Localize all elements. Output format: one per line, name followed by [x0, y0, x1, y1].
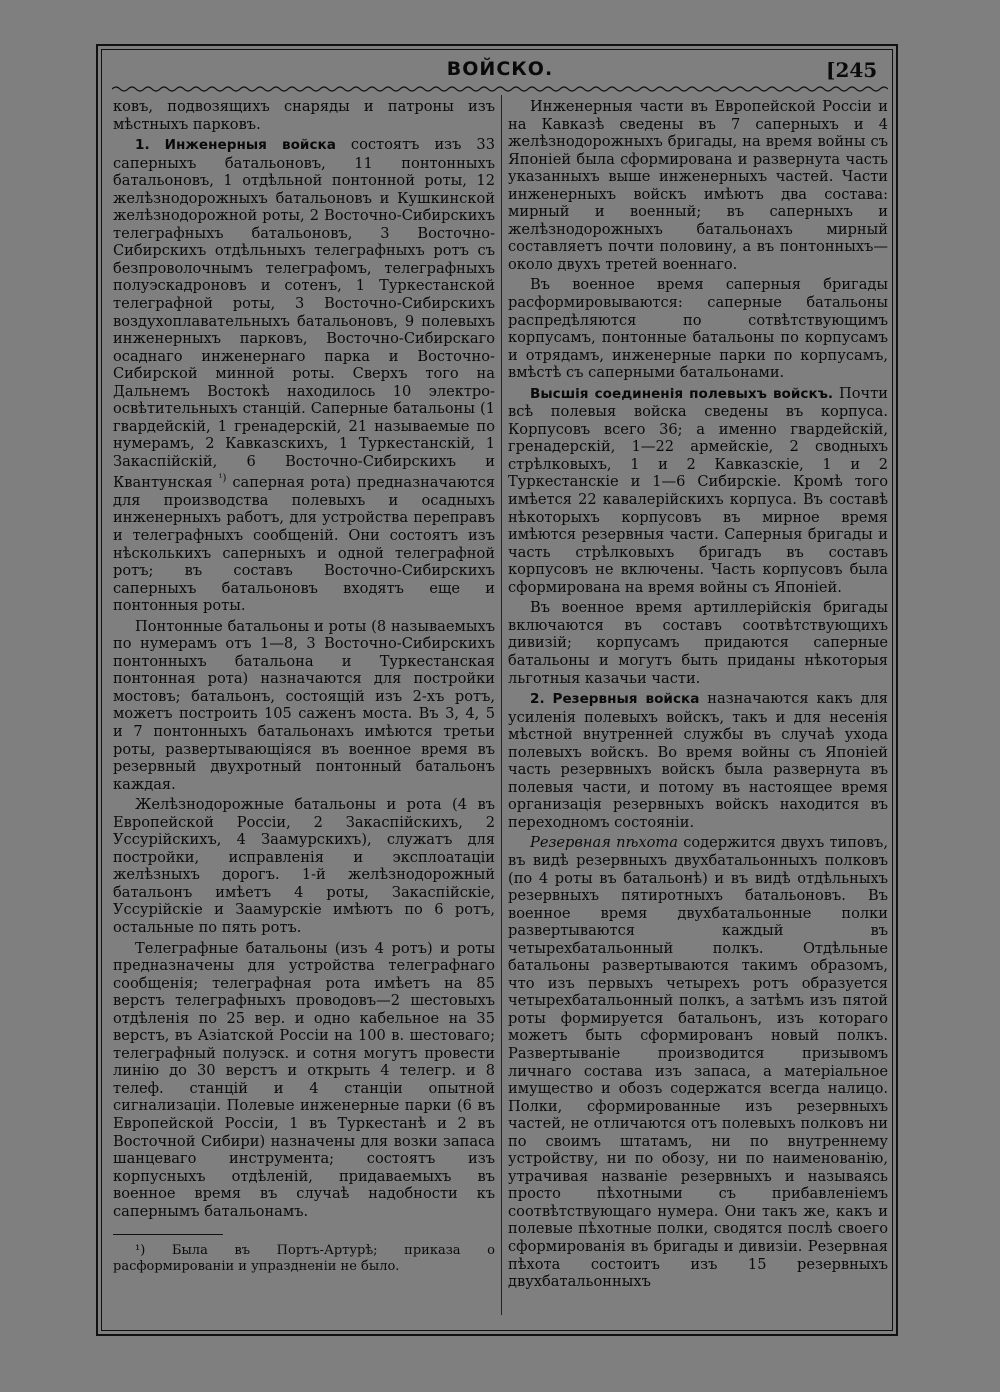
left-paragraph-2 [113, 136, 495, 615]
left-column [113, 98, 495, 1323]
right-paragraph-3 [508, 385, 888, 597]
italic-term-reserve-infantry: Резервная пѣхота [530, 834, 678, 852]
right-paragraph-2: Въ военное время саперныя бригады расформировываются: саперные батальоны распредѣляются по сотвѣтствующимъ корпусамъ, понтонные батальоны по корпусамъ и отрядамъ, инженерные парки по корпусамъ, вмѣстѣ съ саперными батальонами. [508, 276, 888, 382]
header-ornament-line [112, 84, 888, 94]
right-paragraph-3-text: Почти всѣ полевыя войска сведены въ корпуса. Корпусовъ всего 36; а именно гвардейскій, гренадерскій, 1—22 армейскіе, 2 сводныхъ стрѣлковыхъ, 1 и 2 Кавказскіе, 1 и 2 Туркестанскіе и 1—6 Сибирскіе. Кромѣ того имѣется 22 кавалерійскихъ корпуса. Въ составѣ нѣкоторыхъ корпусовъ въ мирное время имѣются резервныя части. Саперныя бригады и часть стрѣлковыхъ бригадъ въ составъ корпусовъ не включены. Часть корпусовъ была сформирована на время войны съ Японіей. [508, 384, 888, 596]
right-paragraph-1: Инженерныя части въ Европейской Россіи и на Кавказѣ сведены въ 7 саперныхъ и 4 желѣзнодорожныхъ бригады, на время войны съ Японіей была сформирована и развернута часть указанныхъ выше инженерныхъ частей. Части инженерныхъ войскъ имѣютъ два состава: мирный и военный; въ саперныхъ и желѣзнодорожныхъ батальонахъ мирный составляетъ почти половину, а въ понтонныхъ—около двухъ третей военнаго. [508, 98, 888, 273]
right-paragraph-5 [508, 690, 888, 831]
column-divider [501, 95, 502, 1315]
section-heading-higher-formations: Высшія соединенія полевыхъ войскъ. [530, 385, 834, 402]
section-number-2: 2. [530, 691, 545, 708]
right-paragraph-6-text: содержится двухъ типовъ, въ видѣ резервныхъ двухбатальонныхъ полковъ (по 4 роты въ батальонѣ) и въ видѣ отдѣльныхъ резервныхъ пятиротныхъ батальоновъ. Въ военное время двухбатальонные полки развертываются каждый въ четырехбатальонный полкъ. Отдѣльные батальоны развертываются такимъ образомъ, что изъ первыхъ четырехъ ротъ образуется четырехбатальонный полкъ, а затѣмъ изъ пятой роты формируется батальонъ, изъ котораго можетъ быть сформированъ новый полкъ. Развертываніе производится призывомъ личнаго состава изъ запаса, а матеріальное имущество и обозъ содержатся всегда налицо. Полки, сформированные изъ резервныхъ частей, не отличаются отъ полевыхъ полковъ ни по своимъ штатамъ, ни по внутреннему устройству, ни по обозу, ни по наименованію, утрачивая названіе резервныхъ и называясь просто пѣхотными съ прибавленіемъ соотвѣтствующаго нумера. Они такъ же, какъ и полевые пѣхотные полки, сводятся послѣ своего сформированія въ бригады и дивизіи. Резервная пѣхота состоитъ изъ 15 резервныхъ двухбатальонныхъ [508, 834, 888, 1291]
page-title: ВОЙСКО. [446, 58, 554, 80]
left-paragraph-5: Телеграфные батальоны (изъ 4 ротъ) и роты предназначены для устройства телеграфнаго сообщенія; телеграфная рота имѣетъ на 85 верстъ телеграфныхъ проводовъ—2 шестовыхъ отдѣленія по 25 вер. и одно кабельное на 35 верстъ, въ Азіатской Россіи на 100 в. шестоваго; телеграфный полуэск. и сотня могутъ провести линію до 30 верстъ и открыть 4 телегр. и 8 телеф. станцій и 4 станціи опытной сигнализаціи. Полевые инженерные парки (6 въ Европейской Россіи, 1 въ Туркестанѣ и 2 въ Восточной Сибири) назначены для возки запаса шанцеваго инструмента; состоятъ изъ корпусныхъ отдѣленій, придаваемыхъ въ военное время въ случаѣ надобности къ сапернымъ батальонамъ. [113, 939, 495, 1220]
footnote-marker: ¹) [218, 473, 227, 485]
page-number: [245 [826, 58, 878, 82]
section-heading-engineer-troops: Инженерныя войска [164, 137, 336, 154]
footnote-rule [113, 1234, 223, 1235]
right-column [508, 98, 888, 1323]
left-paragraph-2-text: состоятъ изъ 33 саперныхъ батальоновъ, 11 понтонныхъ батальоновъ, 1 отдѣльной понтонной роты, 12 желѣзнодорожныхъ батальоновъ и Кушкинской желѣзнодорожной роты, 2 Восточно-Сибирскихъ телеграфныхъ батальоновъ, 3 Восточно-Сибирскихъ отдѣльныхъ телеграфныхъ ротъ съ безпроволочнымъ телеграфомъ, телеграфныхъ полуэскадроновъ и сотенъ, 1 Туркестанской телеграфной роты, 3 Восточно-Сибирскихъ воздухоплавательныхъ батальоновъ, 9 полевыхъ инженерныхъ парковъ, Восточно-Сибирскаго осаднаго инженернаго парка и Восточно-Сибирской минной роты. Сверхъ того на Дальнемъ Востокѣ находилось 10 электро-освѣтительныхъ станцій. Саперные батальоны (1 гвардейскій, 1 гренадерскій, 21 называемые по нумерамъ, 2 Кавказскихъ, 1 Туркестанскій, 1 Закаспійскій, 6 Восточно-Сибирскихъ и Квантунская [113, 136, 495, 492]
left-paragraph-4: Желѣзнодорожные батальоны и рота (4 въ Европейской Россіи, 2 Закаспійскихъ, 2 Уссурійскихъ, 4 Заамурскихъ), служатъ для постройки, исправленія и эксплоатаціи желѣзныхъ дорогъ. 1-й желѣзнодорожный батальонъ имѣетъ 4 роты, Закаспійскіе, Уссурійскіе и Заамурскіе имѣютъ по 6 ротъ, остальные по пять ротъ. [113, 796, 495, 937]
right-paragraph-4: Въ военное время артиллерійскія бригады включаются въ составъ соотвѣтствующихъ дивизій; корпусамъ придаются саперные батальоны и могутъ быть приданы нѣкоторыя льготныя казачьи части. [508, 599, 888, 687]
section-number: 1. [135, 137, 150, 154]
section-heading-reserve-troops: Резервныя войска [552, 691, 700, 708]
left-paragraph-3: Понтонные батальоны и роты (8 называемыхъ по нумерамъ отъ 1—8, 3 Восточно-Сибирскихъ понтонныхъ батальона и Туркестанская понтонная рота) назначаются для постройки мостовъ; батальонъ, состоящій изъ 2-хъ ротъ, можетъ построить 105 саженъ моста. Въ 3, 4, 5 и 7 понтонныхъ батальонахъ имѣются третьи роты, развертывающіяся въ военное время въ резервный двухротный понтонный батальонъ каждая. [113, 617, 495, 793]
left-paragraph-1: ковъ, подвозящихъ снаряды и патроны изъ мѣстныхъ парковъ. [113, 98, 495, 133]
left-paragraph-2-text-cont: саперная рота) предназначаются для производства полевыхъ и осадныхъ инженерныхъ работъ, для устройства переправъ и телеграфныхъ сообщеній. Они состоятъ изъ нѣсколькихъ саперныхъ и одной телеграфной ротъ; въ составъ Восточно-Сибирскихъ саперныхъ батальоновъ входятъ еще и понтонныя роты. [113, 474, 495, 615]
right-paragraph-5-text: назначаются какъ для усиленія полевыхъ войскъ, такъ и для несенія мѣстной внутренней службы въ случаѣ ухода полевыхъ войскъ. Во время войны съ Японіей часть резервныхъ войскъ была развернута въ полевыя части, и потому въ настоящее время организація резервныхъ войскъ находится въ переходномъ состояніи. [508, 690, 888, 831]
footnote: ¹) Была въ Портъ-Артурѣ; приказа о расформированіи и упраздненіи не было. [113, 1243, 495, 1275]
right-paragraph-6 [508, 834, 888, 1290]
